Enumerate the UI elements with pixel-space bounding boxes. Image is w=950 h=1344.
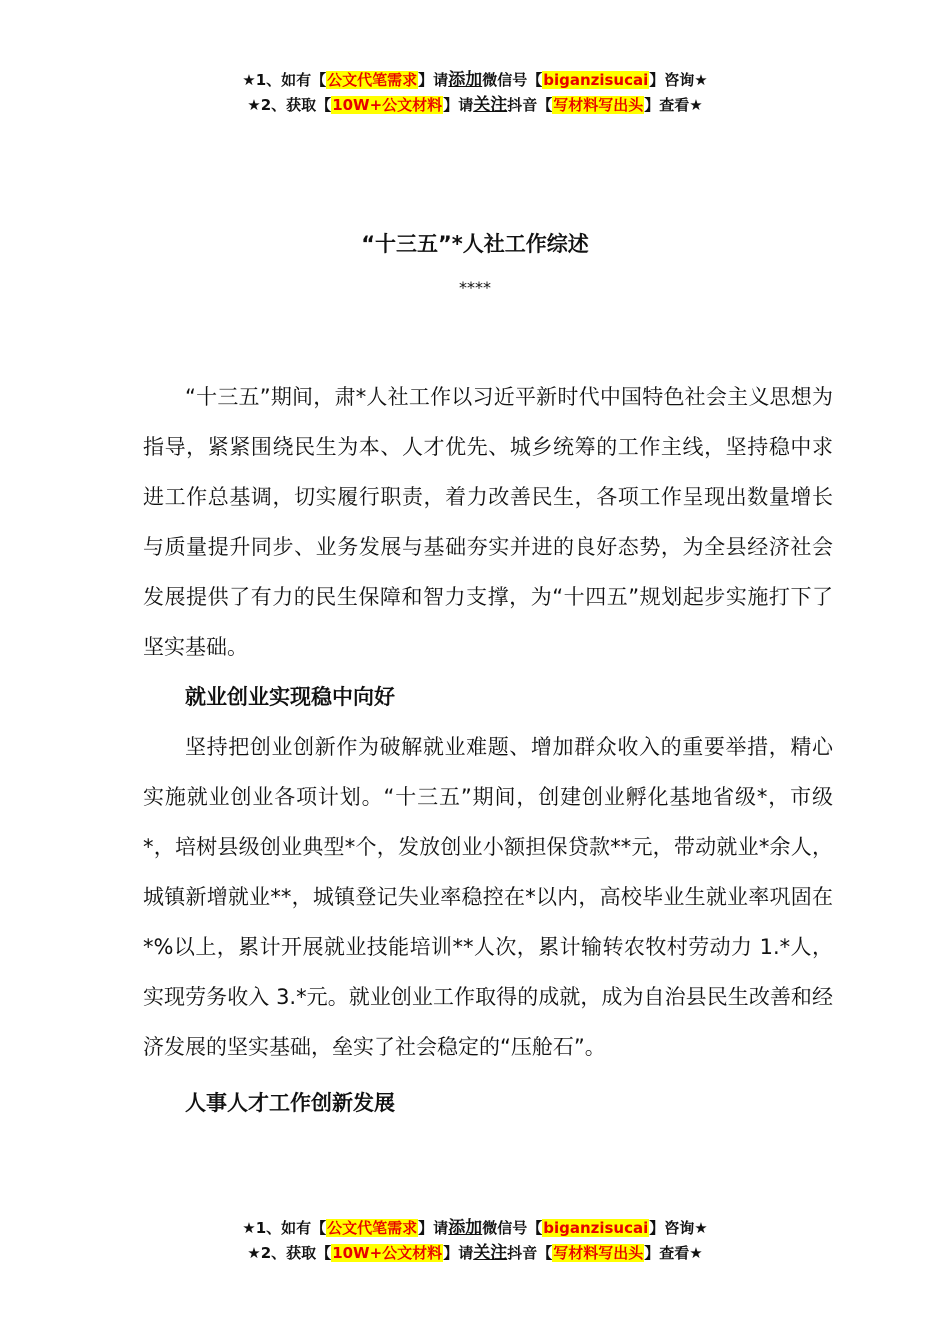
promo-text: 】咨询★	[649, 1219, 708, 1237]
promo-text: 抖音【	[507, 1244, 553, 1262]
promo-banner-bottom	[0, 1216, 950, 1266]
promo-text: 】请	[443, 96, 474, 114]
promo-text: ★2、获取【	[247, 96, 332, 114]
promo-text: 】请	[418, 71, 449, 89]
section-heading: 就业创业实现稳中向好	[185, 685, 395, 709]
promo-highlight: biganzisucai	[543, 1219, 649, 1237]
promo-banner-top	[0, 68, 950, 118]
promo-line-1	[0, 1216, 950, 1241]
promo-text: 抖音【	[507, 96, 553, 114]
promo-highlight: biganzisucai	[543, 71, 649, 89]
document-body	[143, 372, 833, 1128]
promo-text: 微信号【	[482, 71, 543, 89]
promo-highlight: 公文代笔需求	[327, 71, 418, 89]
promo-text: 】咨询★	[649, 71, 708, 89]
promo-text: 】请	[443, 1244, 474, 1262]
promo-highlight: 公文代笔需求	[327, 1219, 418, 1237]
promo-text: 】查看★	[644, 96, 703, 114]
promo-text: 】请	[418, 1219, 449, 1237]
promo-emphasis: 关注	[473, 1243, 508, 1263]
document-author: ****	[459, 278, 491, 297]
promo-emphasis: 添加	[448, 1218, 483, 1238]
promo-emphasis: 添加	[448, 70, 483, 90]
promo-highlight: 写材料写出头	[553, 1244, 644, 1262]
body-paragraph: 坚持把创业创新作为破解就业难题、增加群众收入的重要举措，精心实施就业创业各项计划。“十三五”期间，创建创业孵化基地省级*，市级*，培树县级创业典型*个，发放创业小额担保贷款**元，带动就业*余人，城镇新增就业**，城镇登记失业率稳控在*以内，高校毕业生就业率巩固在*%以上，累计开展就业技能培训**人次，累计输转农牧村劳动力 1.*人，实现劳务收入 3.*元。就业创业工作取得的成就，成为自治县民生改善和经济发展的坚实基础，垒实了社会稳定的“压舱石”。	[143, 735, 833, 1059]
promo-emphasis: 关注	[473, 95, 508, 115]
promo-line-2	[0, 1241, 950, 1266]
promo-text: ★2、获取【	[247, 1244, 332, 1262]
promo-line-2	[0, 93, 950, 118]
promo-highlight: 写材料写出头	[553, 96, 644, 114]
promo-line-1	[0, 68, 950, 93]
section-heading: 人事人才工作创新发展	[185, 1091, 395, 1115]
promo-text: ★1、如有【	[242, 71, 327, 89]
promo-highlight: 10W+公文材料	[332, 96, 443, 114]
document-title: “十三五”*人社工作综述	[361, 232, 589, 256]
promo-text: ★1、如有【	[242, 1219, 327, 1237]
promo-highlight: 10W+公文材料	[332, 1244, 443, 1262]
promo-text: 】查看★	[644, 1244, 703, 1262]
body-paragraph: “十三五”期间，肃*人社工作以习近平新时代中国特色社会主义思想为指导，紧紧围绕民生为本、人才优先、城乡统筹的工作主线，坚持稳中求进工作总基调，切实履行职责，着力改善民生，各项工作呈现出数量增长与质量提升同步、业务发展与基础夯实并进的良好态势，为全县经济社会发展提供了有力的民生保障和智力支撑，为“十四五”规划起步实施打下了坚实基础。	[143, 385, 833, 659]
promo-text: 微信号【	[482, 1219, 543, 1237]
